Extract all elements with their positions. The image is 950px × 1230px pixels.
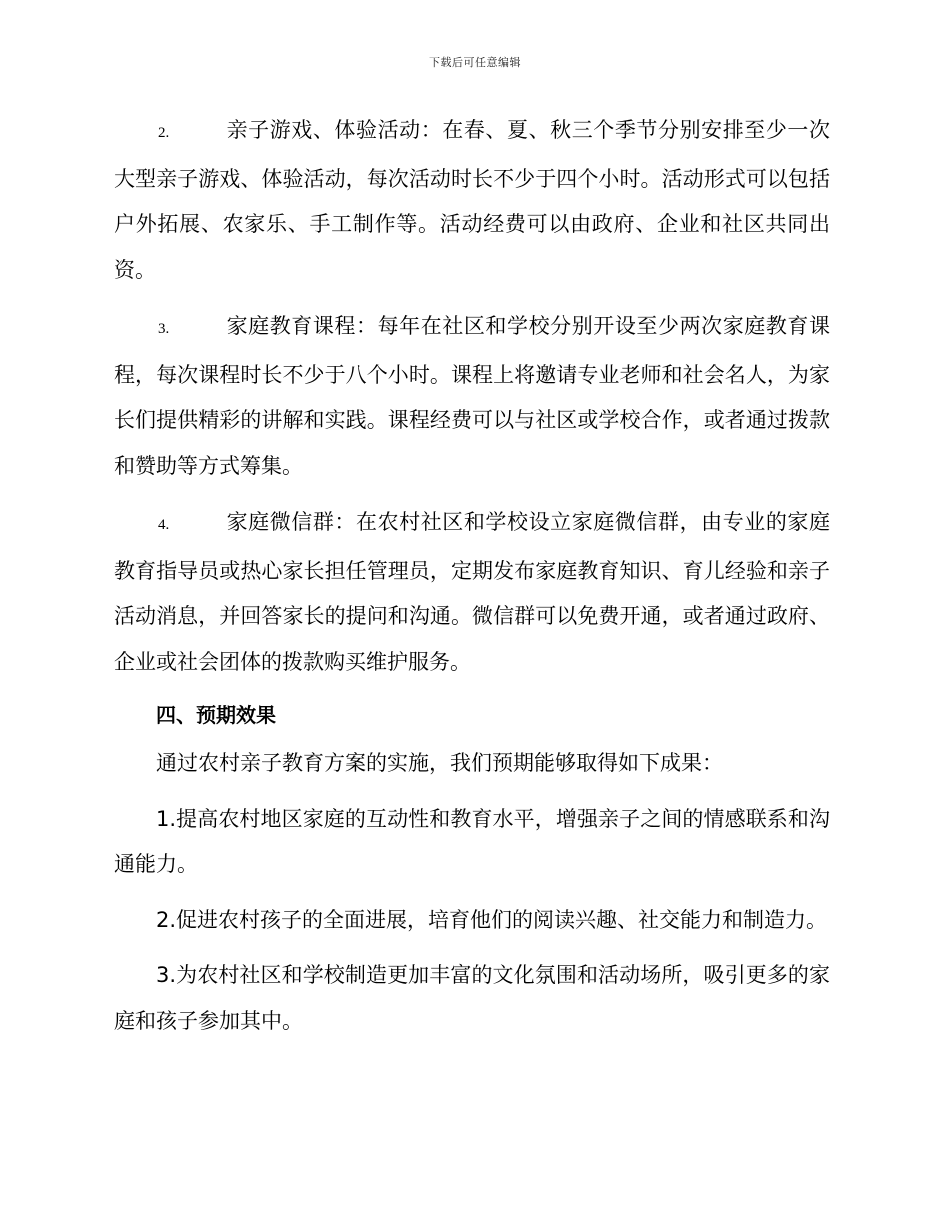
list-item [114, 500, 830, 685]
page-header-note: 下载后可任意编辑 [429, 56, 521, 69]
item-text: 家庭教育课程：每年在社区和学校分别开设至少两次家庭教育课程，每次课程时长不少于八个小时。课程上将邀请专业老师和社会名人，为家长们提供精彩的讲解和实践。课程经费可以与社区或学校合作，或者通过拨款和赞助等方式筹集。 [114, 314, 830, 478]
item-text: 家庭微信群：在农村社区和学校设立家庭微信群，由专业的家庭教育指导员或热心家长担任管理员，定期发布家庭教育知识、育儿经验和亲子活动消息，并回答家长的提问和沟通。微信群可以免费开通，或者通过政府、企业或社会团体的拨款购买维护服务。 [114, 510, 830, 674]
document-body [114, 108, 830, 1044]
item-number: 2. [158, 125, 170, 141]
section-heading: 四、预期效果 [156, 703, 276, 727]
list-item [114, 304, 830, 489]
result-item: 2.促进农村孩子的全面进展，培育他们的阅读兴趣、社交能力和制造力。 [156, 907, 828, 932]
result-item: 3.为农村社区和学校制造更加丰富的文化氛围和活动场所，吸引更多的家庭和孩子参加其中。 [114, 963, 830, 1033]
result-item: 1.提高农村地区家庭的互动性和教育水平，增强亲子之间的情感联系和沟通能力。 [114, 806, 830, 876]
item-number: 3. [158, 321, 170, 337]
section-intro: 通过农村亲子教育方案的实施，我们预期能够取得如下成果： [156, 751, 723, 775]
item-text: 亲子游戏、体验活动：在春、夏、秋三个季节分别安排至少一次大型亲子游戏、体验活动，每次活动时长不少于四个小时。活动形式可以包括户外拓展、农家乐、手工制作等。活动经费可以由政府、企业和社区共同出资。 [114, 118, 830, 282]
list-item [114, 108, 830, 293]
item-number: 4. [158, 517, 170, 533]
